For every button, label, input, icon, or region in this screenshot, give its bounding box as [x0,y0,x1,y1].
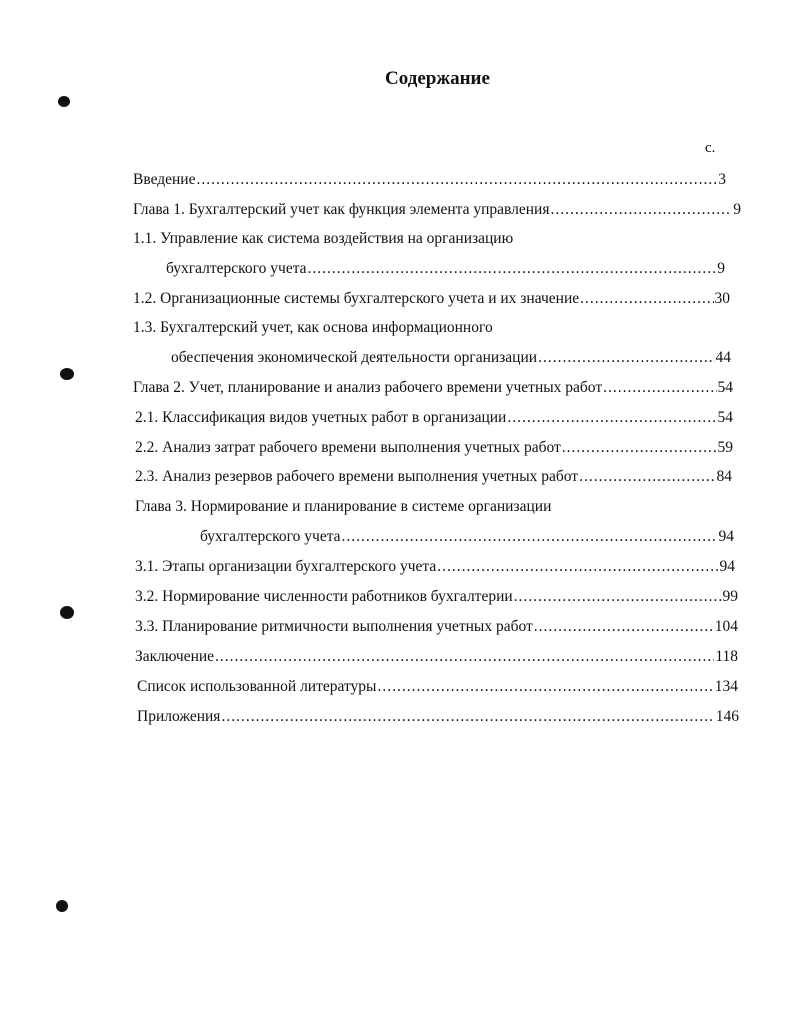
toc-leader-dots [215,647,714,667]
toc-entry-text: Глава 1. Бухгалтерский учет как функция элемента управления [133,201,550,218]
toc-entry-text: 2.2. Анализ затрат рабочего времени выполнения учетных работ [135,439,561,456]
toc-page-number: 94 [719,558,735,575]
toc-entry-3-1[interactable] [135,557,735,577]
toc-page-number: 30 [714,290,730,307]
page-title: Содержание [385,68,490,89]
toc-entry-chapter-1[interactable] [133,200,741,220]
toc-entry-chapter-3-first-line: Глава 3. Нормирование и планирование в системе организации [135,498,552,515]
toc-leader-dots [437,557,718,577]
toc-page-number: 59 [717,439,733,456]
toc-page-number: 104 [714,618,738,635]
toc-entry-text: 1.2. Организационные системы бухгалтерского учета и их значение [133,290,580,307]
toc-entry-appendices[interactable] [137,707,739,727]
toc-entry-intro[interactable] [133,170,726,190]
toc-page-number: 134 [714,678,738,695]
toc-leader-dots [550,200,732,220]
toc-entry-text: 3.1. Этапы организации бухгалтерского учета [135,558,437,575]
toc-entry-3-3[interactable] [135,617,738,637]
toc-leader-dots [221,707,714,727]
toc-leader-dots [196,170,717,190]
toc-page-number: 3 [718,171,726,188]
toc-entry-conclusion[interactable] [135,647,738,667]
toc-entry-1-3[interactable] [171,348,731,368]
toc-entry-text: Заключение [135,648,215,665]
toc-leader-dots [603,378,716,398]
toc-page-number: 9 [717,260,725,277]
toc-leader-dots [579,467,715,487]
toc-page-number: 54 [717,409,733,426]
toc-entry-text: бухгалтерского учета [200,528,341,545]
toc-entry-text: 2.1. Классификация видов учетных работ в организации [135,409,507,426]
toc-entry-1-2[interactable] [133,289,730,309]
toc-entry-1-1[interactable] [166,259,725,279]
scan-blot-4 [56,900,68,912]
toc-leader-dots [538,348,714,368]
toc-entry-2-3[interactable] [135,467,732,487]
toc-leader-dots [342,527,718,547]
toc-entry-references[interactable] [137,677,738,697]
toc-page-number: 94 [718,528,734,545]
toc-page-number: 146 [715,708,739,725]
scan-blot-2 [60,368,74,380]
toc-leader-dots [562,438,717,458]
page-column-label: с. [705,140,716,156]
scan-blot-3 [60,606,74,619]
toc-entry-text: бухгалтерского учета [166,260,307,277]
toc-entry-text: Глава 2. Учет, планирование и анализ рабочего времени учетных работ [133,379,603,396]
toc-page-number: 9 [733,201,741,218]
toc-entry-text: Приложения [137,708,221,725]
toc-leader-dots [580,289,713,309]
toc-entry-chapter-2[interactable] [133,378,733,398]
toc-leader-dots [308,259,717,279]
toc-page-number: 54 [717,379,733,396]
toc-entry-text: 2.3. Анализ резервов рабочего времени выполнения учетных работ [135,468,579,485]
toc-leader-dots [377,677,713,697]
toc-entry-text: Список использованной литературы [137,678,377,695]
toc-page-number: 84 [716,468,732,485]
toc-entry-text: обеспечения экономической деятельности организации [171,349,538,366]
toc-page-number: 118 [715,648,738,665]
toc-entry-1-1-first-line: 1.1. Управление как система воздействия на организацию [133,230,514,247]
toc-entry-text: 3.2. Нормирование численности работников бухгалтерии [135,588,513,605]
toc-leader-dots [514,587,722,607]
toc-page-number: 44 [715,349,731,366]
toc-leader-dots [507,408,716,428]
toc-entry-text: Введение [133,171,196,188]
toc-entry-3-2[interactable] [135,587,738,607]
toc-page-number: 99 [722,588,738,605]
scan-blot-1 [58,96,70,107]
toc-entry-text: 3.3. Планирование ритмичности выполнения учетных работ [135,618,533,635]
toc-entry-chapter-3[interactable] [200,527,734,547]
toc-entry-2-1[interactable] [135,408,733,428]
toc-entry-1-3-first-line: 1.3. Бухгалтерский учет, как основа информационного [133,319,493,336]
toc-entry-2-2[interactable] [135,438,733,458]
toc-leader-dots [534,617,714,637]
